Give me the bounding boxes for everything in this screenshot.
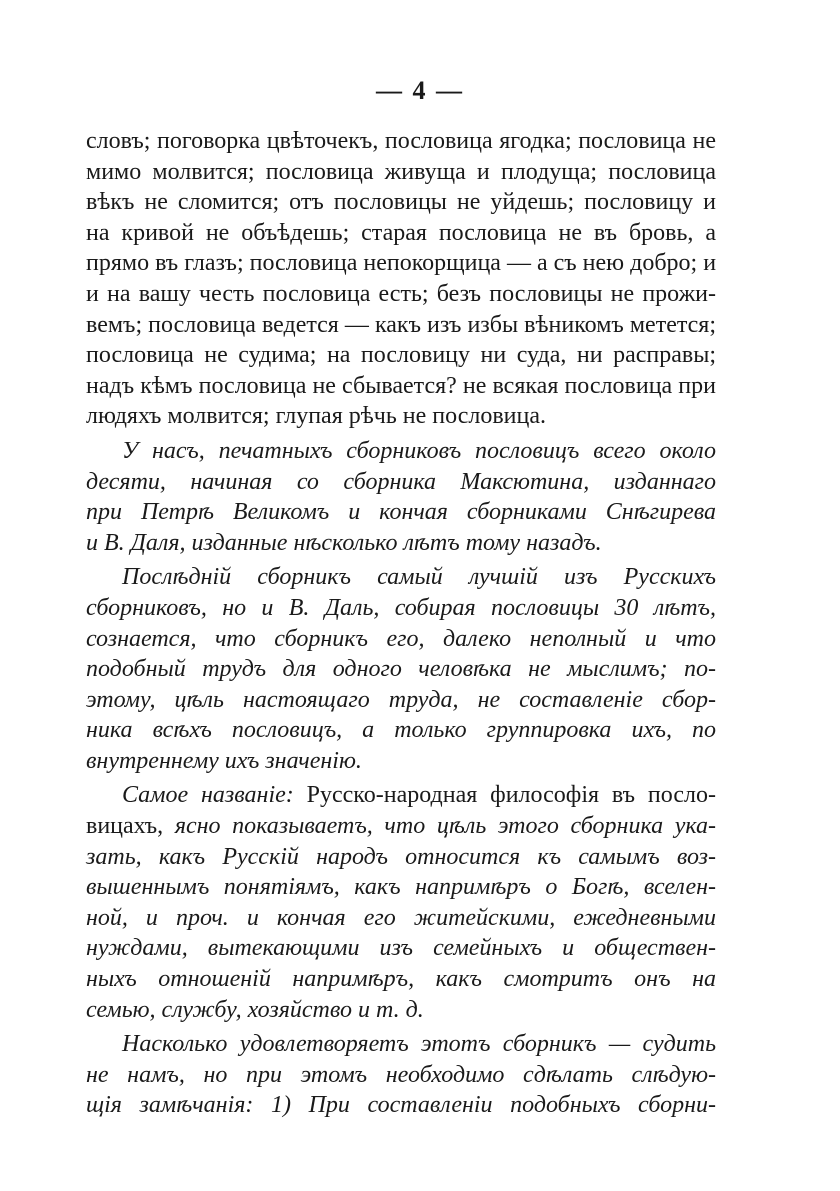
text-line: вышеннымъ понятiямъ, какъ напримѣръ о Богѣ, вселен-: [86, 874, 716, 901]
text-line: надъ кѣмъ пословица не сбывается? не всякая пословица при: [86, 372, 716, 399]
text-line: семью, службу, хозяйство и т. д.: [86, 996, 424, 1023]
text-line: мимо молвится; пословица живуща и плодуща; пословица: [86, 158, 716, 185]
text-line: вѣкъ не сломится; отъ пословицы не уйдешь; пословицу и: [86, 189, 716, 216]
italic-phrase: Самое названiе:: [122, 782, 294, 809]
text-line: и В. Даля, изданные нѣсколько лѣтъ тому назадъ.: [86, 529, 602, 556]
text-line: ной, и проч. и кончая его житейскими, ежедневными: [86, 904, 716, 931]
text-line: ника всѣхъ пословицъ, а только группировка ихъ, по: [86, 717, 716, 744]
text-line: нуждами, вытекающими изъ семейныхъ и обществен-: [86, 935, 716, 962]
text-line: людяхъ молвится; глупая рѣчь не пословица.: [86, 403, 547, 430]
text-line: десяти, начиная со сборника Максютина, изданнаго: [86, 468, 716, 495]
upright-phrase: Русско-народная философiя въ посло-: [306, 782, 716, 809]
italic-phrase: ясно показываетъ, что цѣль этого сборника ука-: [174, 813, 717, 840]
text-line: пословица не судима; на пословицу ни суда, ни расправы;: [86, 342, 716, 369]
text-line-mixed: [86, 780, 716, 811]
text-line: на кривой не объѣдешь; старая пословица не въ бровь, а: [86, 219, 716, 246]
text-line: щiя замѣчанiя: 1) При составленiи подобныхъ сборни-: [86, 1092, 716, 1119]
text-line: внутреннему ихъ значенiю.: [86, 747, 362, 774]
text-line: прямо въ глазъ; пословица непокорщица — а съ нею добро; и: [86, 250, 717, 277]
text-line: и на вашу честь пословица есть; безъ пословицы не прожи-: [86, 280, 716, 307]
upright-phrase: вицахъ,: [86, 813, 164, 840]
text-line: подобный трудъ для одного человѣка не мыслимъ; по-: [86, 656, 716, 683]
text-line-mixed: [86, 811, 716, 842]
text-line: не намъ, но при этомъ необходимо сдѣлать слѣдую-: [86, 1061, 716, 1088]
text-line: словъ; поговорка цвѣточекъ, пословица ягодка; пословица не: [86, 128, 716, 154]
text-line: зать, какъ Русскiй народъ относится къ самымъ воз-: [86, 843, 716, 870]
text-line: сознается, что сборникъ его, далеко неполный и что: [86, 625, 716, 652]
text-line: сборниковъ, но и В. Даль, собирая пословицы 30 лѣтъ,: [86, 594, 716, 621]
text-line: Насколько удовлетворяетъ этотъ сборникъ — судить: [122, 1031, 716, 1058]
text-line: У насъ, печатныхъ сборниковъ пословицъ всего около: [122, 437, 716, 464]
text-line: Послѣднiй сборникъ самый лучшiй изъ Русскихъ: [122, 564, 716, 591]
text-line: вемъ; пословица ведется — какъ изъ избы вѣникомъ метется;: [86, 311, 716, 338]
text-line: при Петрѣ Великомъ и кончая сборниками Снѣгирева: [86, 499, 716, 526]
text-line: ныхъ отношенiй напримѣръ, какъ смотритъ онъ на: [86, 966, 716, 993]
page-number: — 4 —: [376, 76, 464, 105]
text-line: этому, цѣль настоящаго труда, не составленiе сбор-: [86, 686, 716, 713]
body-text: [86, 126, 716, 1121]
